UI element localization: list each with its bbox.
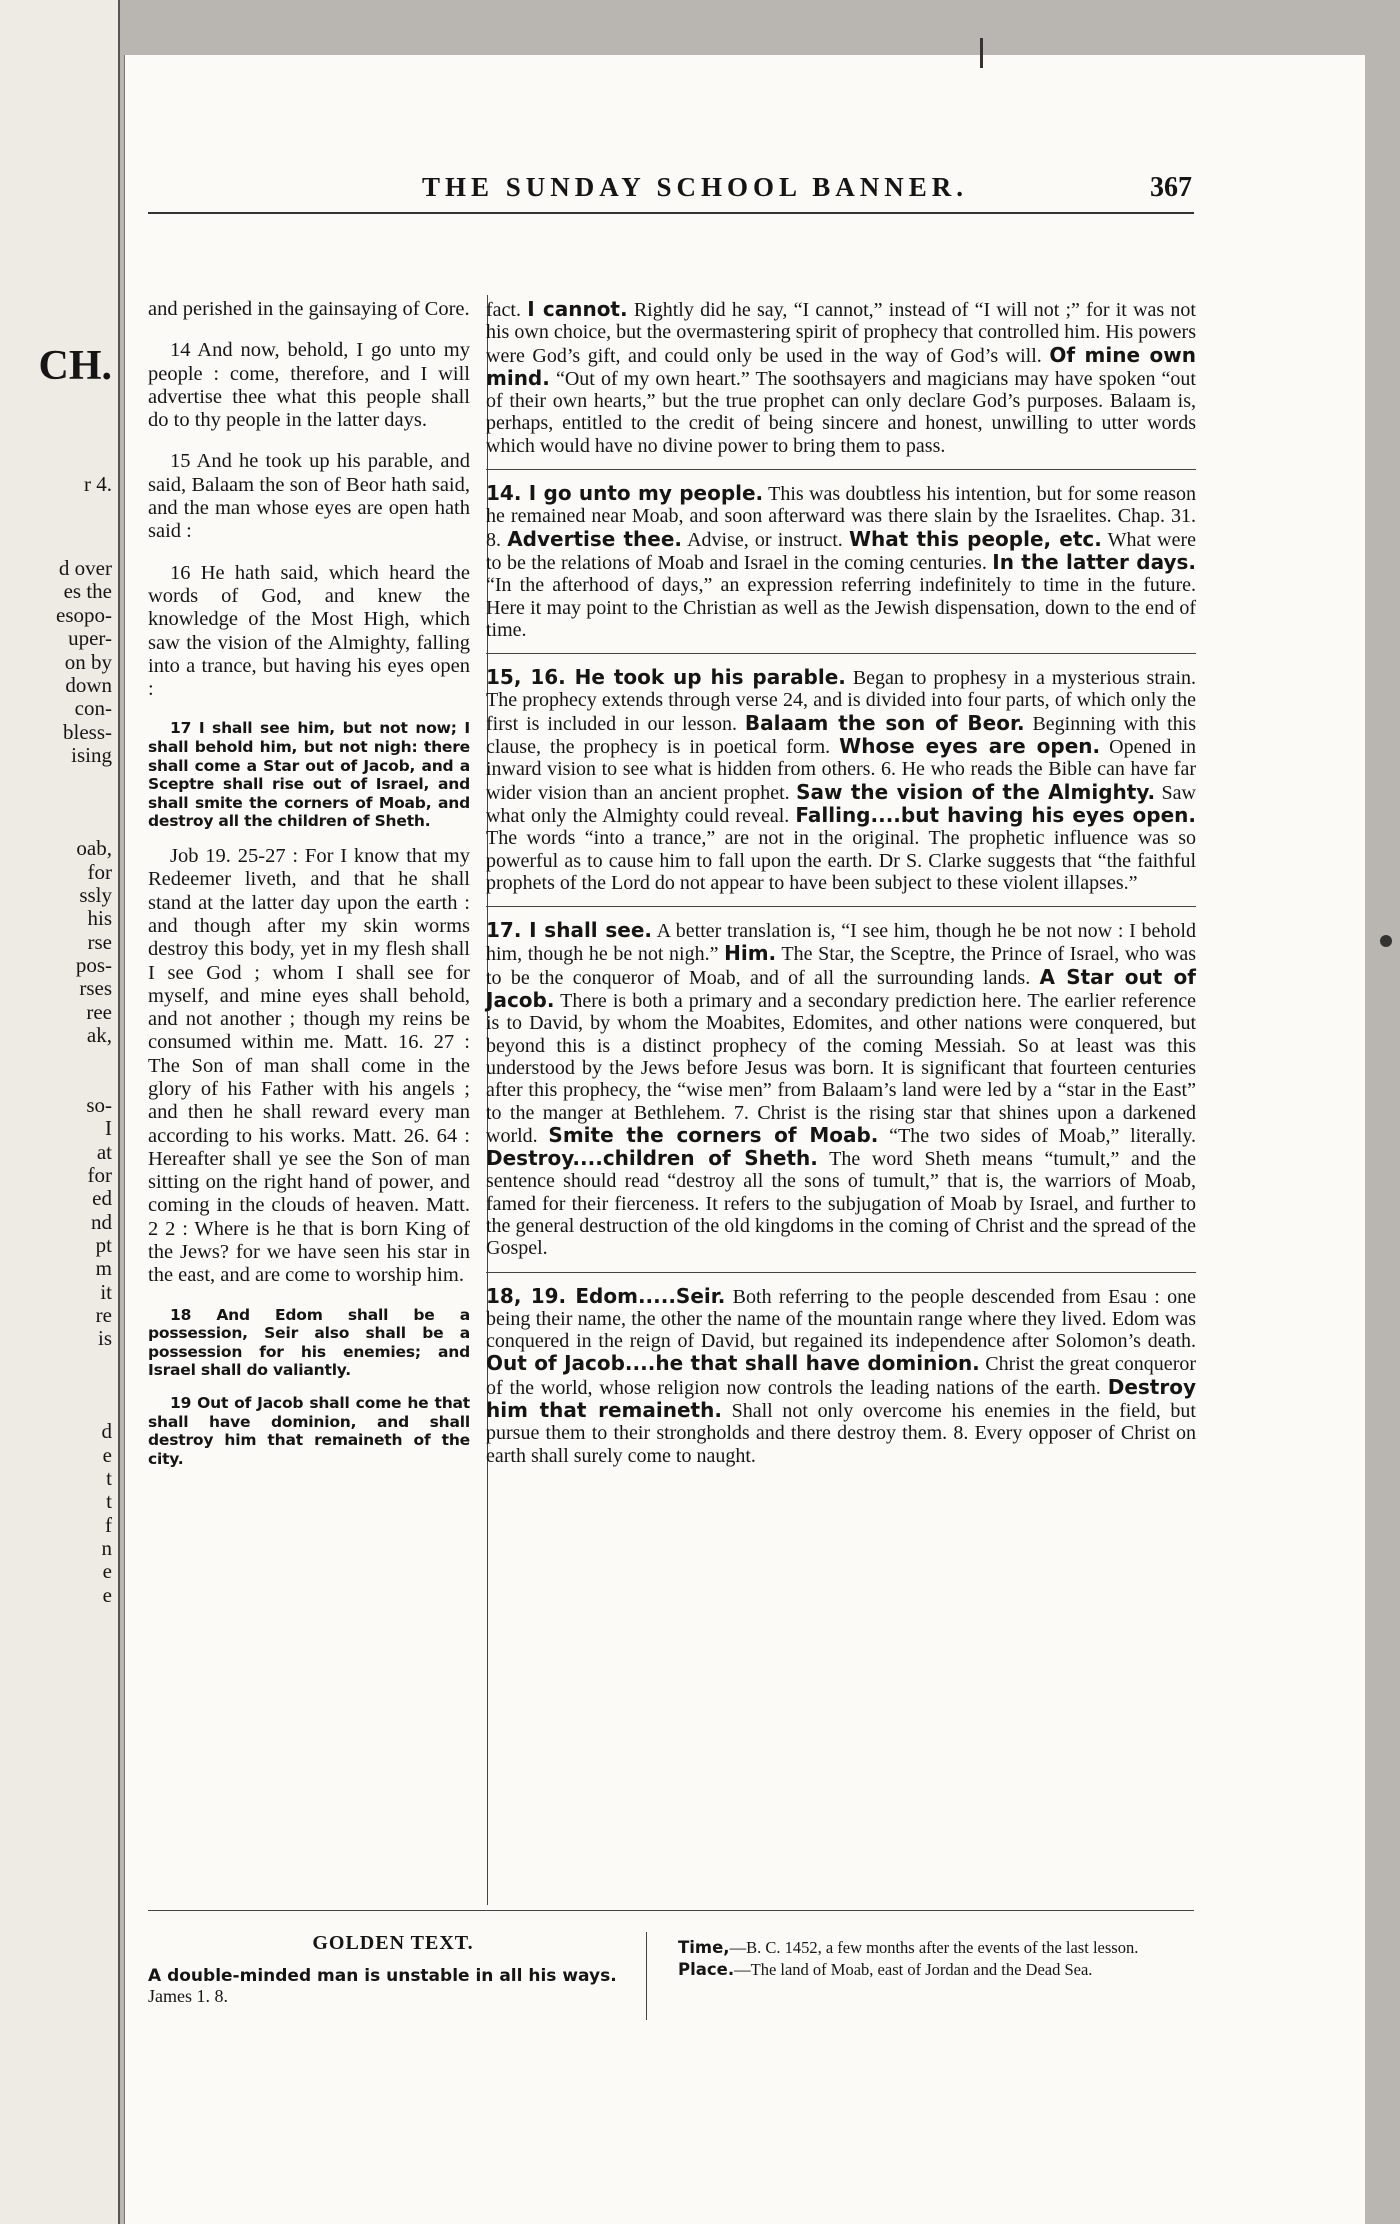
verse-14: 14 And now, behold, I go unto my people : come, therefore, and I will advertise thee what this people shall do to thy people in the latter days.: [148, 339, 470, 432]
note-divider: [486, 653, 1196, 654]
prev-page-fragment: rse: [87, 930, 112, 954]
footer-rule: [148, 1910, 1194, 1911]
prev-page-fragment: ising: [71, 743, 112, 767]
prev-page-fragment: t: [106, 1489, 112, 1513]
prev-page-fragment: so-: [86, 1093, 112, 1117]
previous-page-edge: [0, 0, 120, 2224]
prev-page-fragment: re: [95, 1303, 112, 1327]
prev-page-fragment: ssly: [79, 883, 112, 907]
prev-page-fragment: ree: [86, 1000, 112, 1024]
lesson-place: Place.—The land of Moab, east of Jordan and the Dead Sea.: [678, 1959, 1093, 1979]
lesson-time: Time,—B. C. 1452, a few months after the events of the last lesson.: [678, 1938, 1139, 1957]
note-verse-14: 14. I go unto my people. This was doubtless his intention, but for some reason he remained near Moab, and soon afterward was there slain by the Israelites. Chap. 31. 8. Advertise thee. Advise, or instruct. What this people, etc. What were to be the relations of Moab and Israel in the coming centuries. In the latter days. “In the afterhood of days,” an expression referring indefinitely to time in the future. Here it may point to the Christian as well as the Jewish dispensation, down to the end of time.: [486, 481, 1197, 641]
page-number: 367: [1150, 172, 1192, 203]
note-i-cannot: fact. I cannot. Rightly did he say, “I cannot,” instead of “I will not ;” for it was not his own choice, but the overmastering spirit of prophecy that controlled him. His powers were God’s gift, and could only be used in the way of God’s will. Of mine own mind. “Out of my own heart.” The soothsayers and magicians may have spoken “out of their own hearts,” but the true prophet can only declare God’s purposes. Balaam is, perhaps, entitled to the credit of being sincere and honest, unwilling to utter words which would have no divine power to bring them to pass.: [486, 297, 1196, 457]
verse-continuation: and perished in the gainsaying of Core.: [148, 298, 470, 320]
prev-page-fragment: for: [87, 1163, 112, 1187]
ink-mark: [980, 38, 983, 68]
prev-page-fragment: es the: [63, 579, 112, 603]
prev-page-fragment: e: [102, 1443, 112, 1467]
prev-page-fragment: con-: [74, 696, 112, 720]
prev-page-fragment: down: [65, 673, 112, 697]
note-divider: [486, 1272, 1196, 1273]
prev-page-fragment: rses: [79, 976, 112, 1000]
prev-page-fragment: ak,: [86, 1023, 112, 1047]
prev-page-fragment: uper-: [68, 626, 112, 650]
prev-page-fragment: nd: [91, 1210, 112, 1234]
prev-page-fragment: f: [105, 1513, 112, 1537]
prev-page-fragment: I: [105, 1116, 112, 1140]
prev-page-fragment: oab,: [76, 836, 112, 860]
note-divider: [486, 906, 1196, 907]
prev-page-fragment: t: [106, 1466, 112, 1490]
prev-page-fragment: at: [96, 1140, 112, 1164]
prev-page-fragment: r 4.: [84, 472, 112, 496]
golden-text-box: [148, 1932, 638, 2007]
prev-page-fragment: bless-: [63, 720, 112, 744]
ink-dot: [1380, 935, 1392, 947]
prev-page-fragment: is: [97, 1326, 112, 1350]
notes-column: [486, 298, 1196, 1467]
note-verse-15-16: 15, 16. He took up his parable. Began to prophesy in a mysterious strain. The prophecy extends through verse 24, and is divided into four parts, of which only the first is included in our lesson. Balaam the son of Beor. Beginning with this clause, the prophecy is in poetical form. Whose eyes are open. Opened in inward vision to see what is hidden from others. 6. He who reads the Bible can have far wider vision than an ancient prophet. Saw the vision of the Almighty. Saw what only the Almighty could reveal. Falling....but having his eyes open. The words “into a trance,” are not in the original. The prophetic influence was so powerful as to cause him to fall upon the earth. Dr S. Clarke suggests that “the faithful prophets of the Lord do not appear to have been subject to these violent illapses.”: [486, 665, 1197, 894]
prev-page-fragment: esopo-: [56, 603, 112, 627]
related-scripture: Job 19. 25-27 : For I know that my Redeemer liveth, and that he shall stand at the latter day upon the earth : and though after my skin worms destroy this body, yet in my flesh shall I see God ; whom I shall see for myself, and mine eyes shall behold, and not another ; though my reins be consumed within me. Matt. 16. 27 : The Son of man shall come in the glory of his Father with his angels ; and then he shall reward every man according to his works. Matt. 26. 64 : Hereafter shall ye see the Son of man sitting on the right hand of power, and coming in the clouds of heaven. Matt. 2 2 : Where is he that is born King of the Jews? for we have seen his star in the east, and are come to worship him.: [148, 845, 470, 1287]
footer-divider: [646, 1932, 647, 2020]
verse-18: 18 And Edom shall be a possession, Seir also shall be a possession for his enemies; and Israel shall do valiantly.: [148, 1305, 470, 1380]
verse-19: 19 Out of Jacob shall come he that shall have dominion, and shall destroy him that remaineth of the city.: [148, 1394, 470, 1468]
note-verse-18-19: 18, 19. Edom.....Seir. Both referring to the people descended from Esau : one being their name, the other the name of the mountain range where they lived. Edom was conquered in the reign of David, but regained its independence after Solomon’s death. Out of Jacob....he that shall have dominion. Christ the great conqueror of the world, whose religion now controls the leading nations of the earth. Destroy him that remaineth. Shall not only overcome his enemies in the field, but pursue them to their strongholds and there destroy them. 8. Every opposer of Christ on earth shall surely come to naught.: [486, 1283, 1197, 1467]
prev-page-fragment: m: [95, 1256, 112, 1280]
header-rule: [148, 212, 1194, 214]
note-verse-17: 17. I shall see. A better translation is, “I see him, though he be not now : I behold him, though he be not nigh.” Him. The Star, the Sceptre, the Prince of Israel, who was to be the conqueror of Moab, and of all the surrounding lands. A Star out of Jacob. There is both a primary and a secondary prediction here. The earlier reference is to David, by whom the Moabites, Edomites, and other nations were conquered, but beyond this is a distinct prophecy of the coming Messiah. So at least was this understood by the Jews before Jesus was born. It is significant that fourteen centuries after this prophecy, the “wise men” from Balaam’s land were led by a “star in the East” to the manger at Bethlehem. 7. Christ is the rising star that shines upon a darkened world. Smite the corners of Moab. “The two sides of Moab,” literally. Destroy....children of Sheth. The word Sheth means “tumult,” and the sentence should read “destroy all the sons of tumult,” that is, the warriors of Moab, famed for their fierceness. It refers to the subjugation of Moab by Israel, and further to the general destruction of the old kingdoms in the coming of Christ and the spread of the Gospel.: [486, 918, 1196, 1260]
prev-page-fragment: d: [101, 1419, 112, 1443]
prev-page-fragment: e: [102, 1583, 112, 1607]
verse-17: 17 I shall see him, but not now; I shall behold him, but not nigh: there shall come a Star out of Jacob, and a Sceptre shall rise out of Israel, and shall smite the corners of Moab, and destroy all the children of Sheth.: [148, 719, 470, 831]
prev-page-fragment: ed: [92, 1186, 112, 1210]
prev-page-fragment: for: [87, 860, 112, 884]
verse-16: 16 He hath said, which heard the words of God, and knew the knowledge of the Most High, which saw the vision of the Almighty, falling into a trance, but having his eyes open :: [148, 561, 470, 701]
scripture-column: [148, 298, 470, 1468]
golden-text-body: A double-minded man is unstable in all his ways. James 1. 8.: [148, 1966, 617, 2006]
prev-page-fragment: e: [102, 1559, 112, 1583]
note-divider: [486, 469, 1196, 470]
prev-page-fragment: CH.: [38, 343, 112, 389]
prev-page-fragment: his: [87, 906, 112, 930]
prev-page-fragment: pos-: [75, 953, 112, 977]
prev-page-fragment: n: [101, 1536, 112, 1560]
prev-page-fragment: pt: [95, 1233, 112, 1257]
golden-text-heading: GOLDEN TEXT.: [312, 1932, 474, 1954]
running-head: THE SUNDAY SCHOOL BANNER.: [421, 172, 969, 202]
verse-15: 15 And he took up his parable, and said, Balaam the son of Beor hath said, and the man whose eyes are open hath said :: [148, 450, 470, 543]
time-place-box: [660, 1938, 1190, 1981]
prev-page-fragment: on by: [64, 650, 112, 674]
prev-page-fragment: d over: [58, 556, 112, 580]
prev-page-fragment: it: [100, 1280, 112, 1304]
